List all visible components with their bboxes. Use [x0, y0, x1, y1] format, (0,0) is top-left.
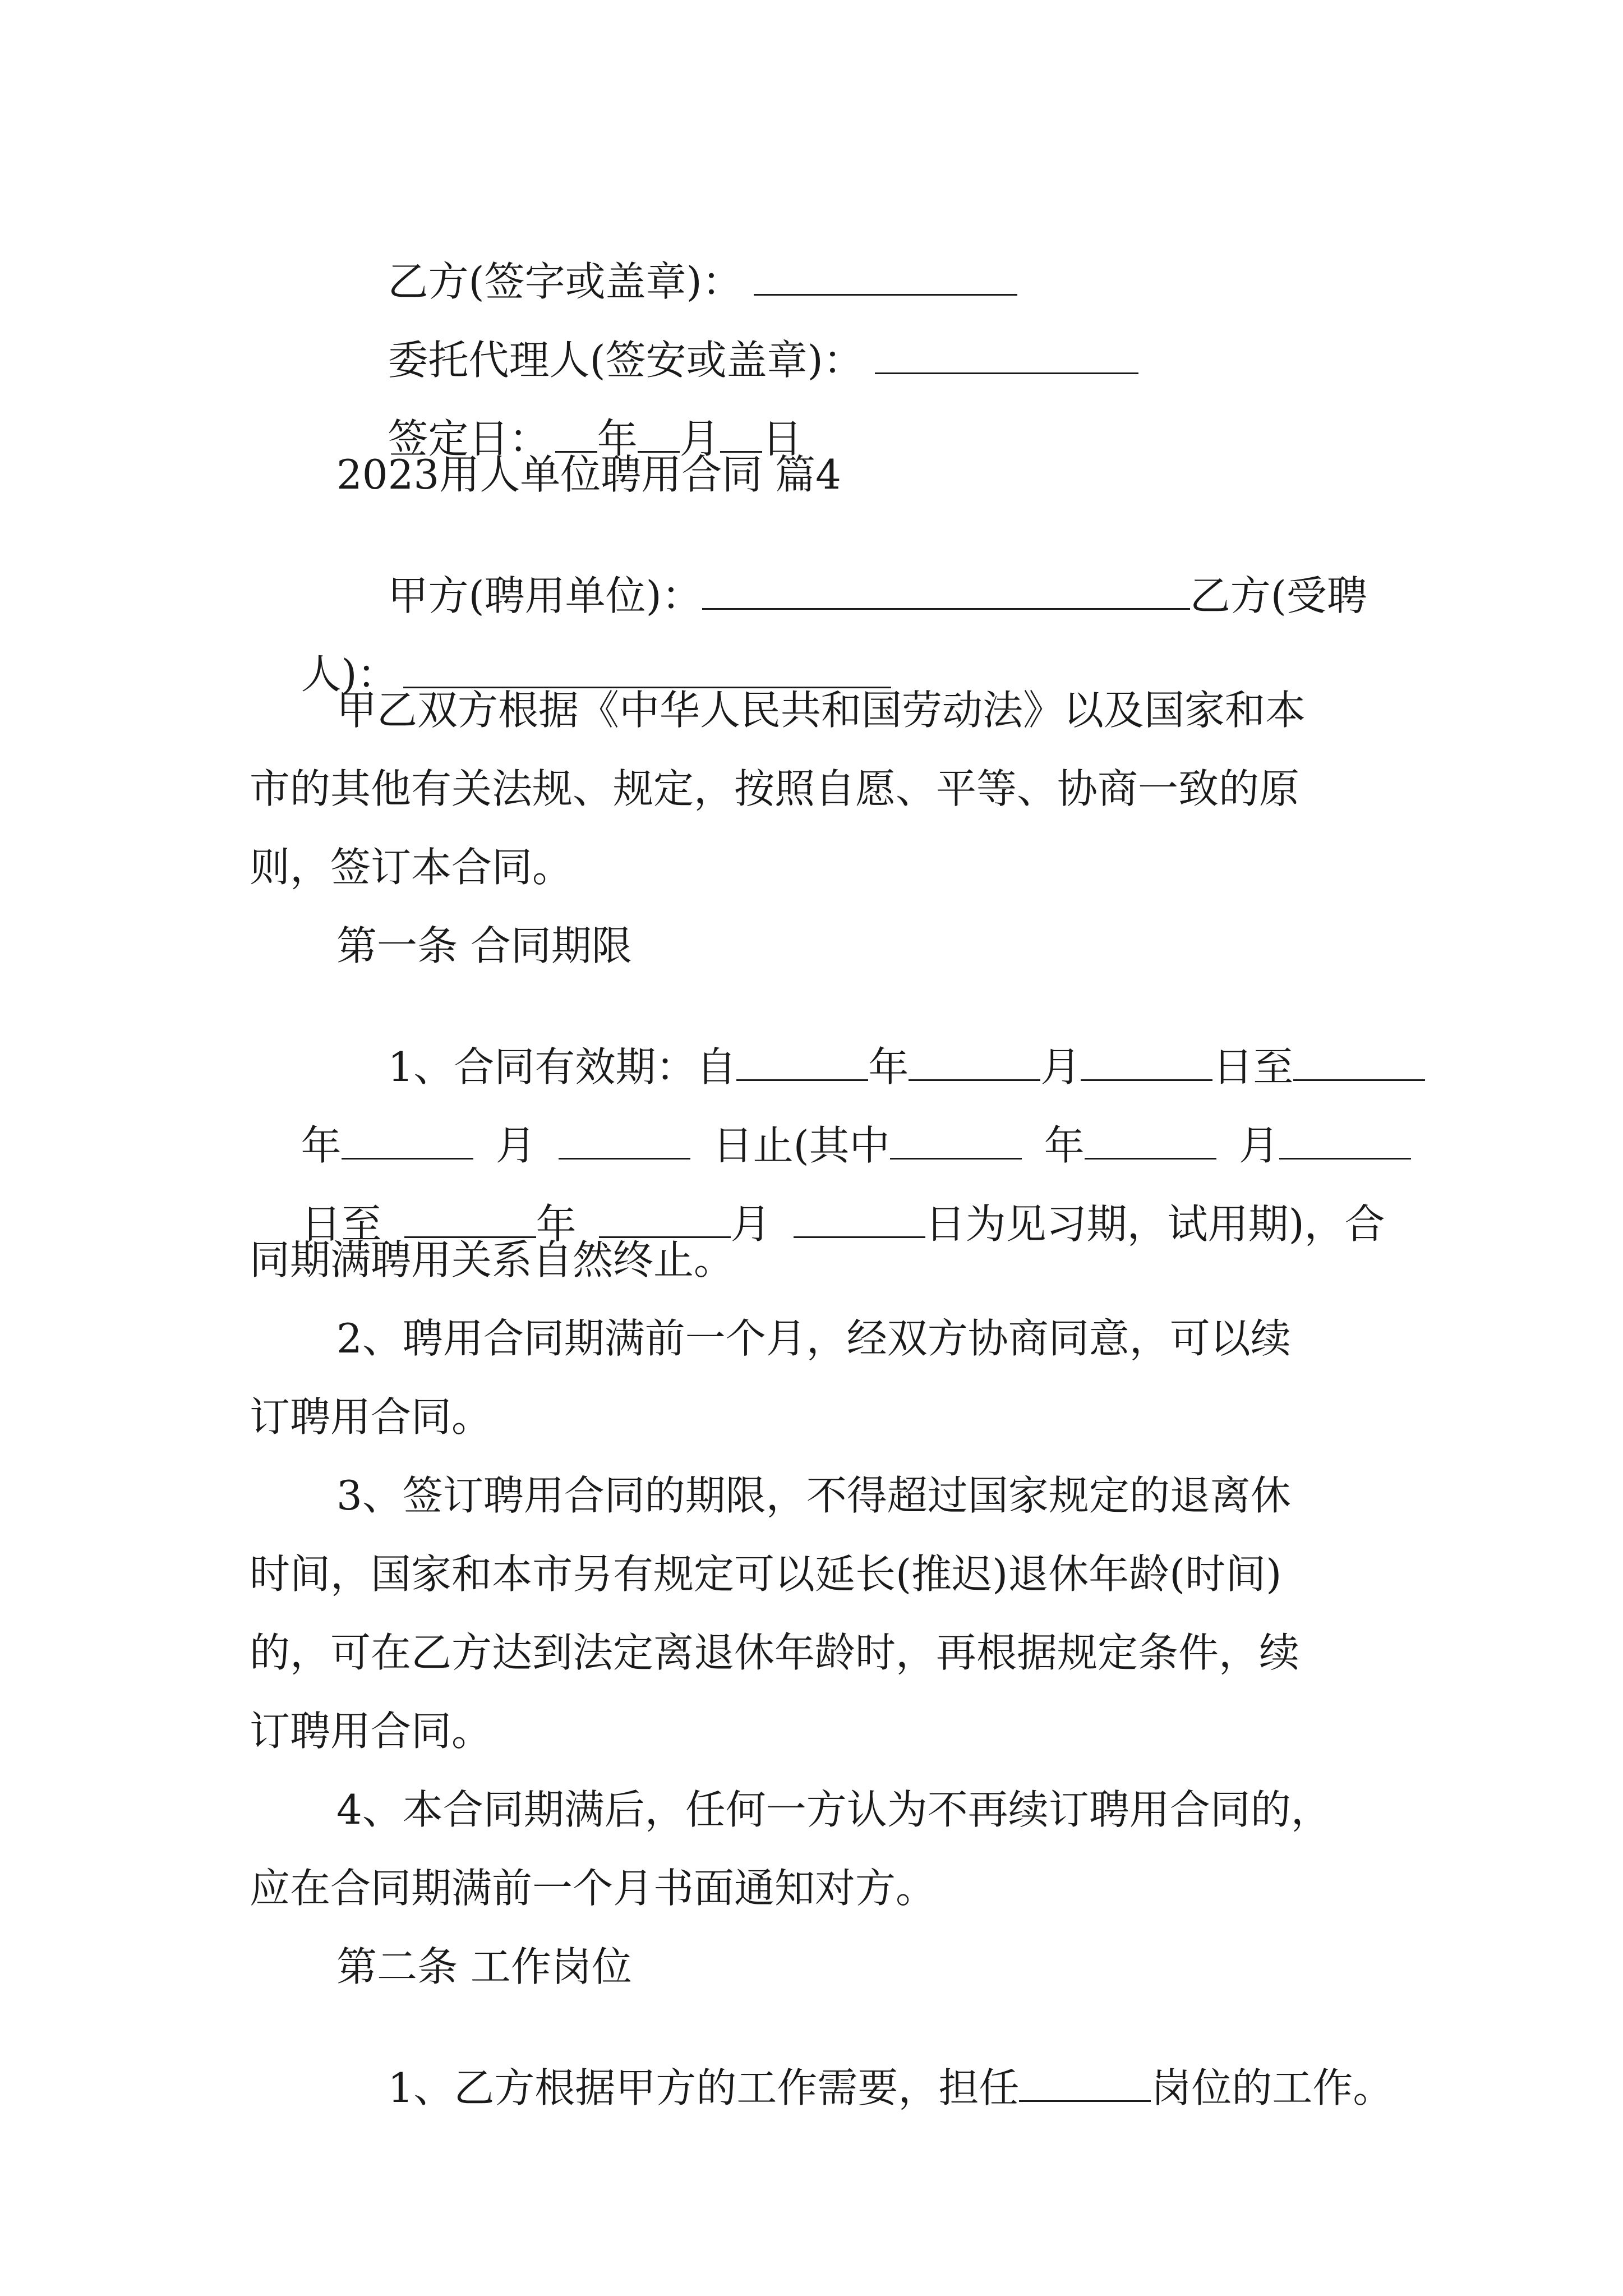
intro-line-3: 则，签订本合同。 — [250, 844, 573, 891]
article-1-item-3-line-1: 3、签订聘用合同的期限，不得超过国家规定的退离休 — [336, 1472, 1291, 1519]
probation-end-month-label: 月 — [730, 1200, 771, 1248]
party-b-label-end: 人)： — [301, 651, 398, 698]
start-day-blank — [1081, 1045, 1212, 1081]
article-1-item-2-line-2: 订聘用合同。 — [250, 1393, 492, 1441]
position-blank — [1019, 2065, 1151, 2102]
start-month-blank — [909, 1045, 1040, 1081]
sign-date-label: 签定日： — [388, 415, 550, 462]
probation-start-day-blank — [1279, 1123, 1411, 1159]
agent-signature-label: 委托代理人(签安或盖章)： — [388, 337, 864, 384]
party-b-signature-blank — [754, 259, 1017, 296]
article-1-item-1-line-4: 同期满聘用关系自然终止。 — [250, 1236, 735, 1283]
article-1-item-4-line-1: 4、本合同期满后，任何一方认为不再续订聘用合同的， — [336, 1786, 1331, 1833]
end-day-label: 日止(其中 — [712, 1122, 890, 1169]
party-b-blank — [403, 652, 891, 688]
party-a-blank — [702, 573, 1190, 610]
probation-end-day-blank — [794, 1202, 925, 1238]
party-a-label: 甲方(聘用单位)： — [388, 572, 702, 619]
month-label: 月 — [679, 415, 720, 462]
probation-end-year-label: 年 — [536, 1200, 577, 1248]
probation-end-month-blank — [599, 1202, 731, 1238]
start-year-label: 年 — [868, 1043, 909, 1091]
probation-day-to-label: 日至 — [301, 1200, 382, 1248]
article-2-item-1-before: 1、乙方根据甲方的工作需要，担任 — [388, 2064, 1020, 2111]
intro-line-1: 甲乙双方根据《中华人民共和国劳动法》以及国家和本 — [336, 687, 1306, 734]
party-b-signature-label: 乙方(签字或盖章)： — [388, 258, 743, 305]
probation-start-month-blank — [1085, 1123, 1216, 1159]
agent-signature-blank — [875, 338, 1138, 374]
year-blank — [555, 416, 597, 453]
probation-start-year-label: 年 — [1044, 1122, 1085, 1169]
start-year-blank — [736, 1045, 868, 1081]
month-blank — [638, 416, 680, 453]
article-1-item-3-line-4: 订聘用合同。 — [250, 1708, 492, 1755]
day-label: 日 — [762, 415, 803, 462]
end-year-label: 年 — [301, 1122, 342, 1169]
article-2-item-1-after: 岗位的工作。 — [1151, 2064, 1394, 2111]
article-1-title: 第一条 合同期限 — [336, 922, 632, 969]
end-day-blank — [559, 1123, 690, 1159]
probation-start-year-blank — [890, 1123, 1022, 1159]
intro-line-2: 市的其他有关法规、规定，按照自愿、平等、协商一致的原 — [250, 765, 1300, 812]
day-blank — [720, 416, 762, 453]
contract-heading: 2023用人单位聘用合同 篇4 — [336, 451, 841, 498]
end-month-label: 月 — [495, 1122, 536, 1169]
validity-prefix: 1、合同有效期：自 — [388, 1043, 737, 1091]
probation-end-year-blank — [404, 1202, 536, 1238]
end-month-blank — [342, 1123, 473, 1159]
probation-start-month-label: 月 — [1238, 1122, 1279, 1169]
article-1-item-2-line-1: 2、聘用合同期满前一个月，经双方协商同意，可以续 — [336, 1315, 1291, 1362]
end-year-blank — [1293, 1045, 1425, 1081]
article-1-item-3-line-3: 的，可在乙方达到法定离退休年龄时，再根据规定条件，续 — [250, 1629, 1300, 1676]
year-label: 年 — [597, 415, 638, 462]
article-1-item-4-line-2: 应在合同期满前一个月书面通知对方。 — [250, 1865, 937, 1912]
start-month-label: 月 — [1040, 1043, 1081, 1091]
article-2-item-1 — [336, 2025, 1393, 2148]
article-1-item-3-line-2: 时间，国家和本市另有规定可以延长(推迟)退休年龄(时间) — [250, 1550, 1282, 1598]
article-2-title: 第二条 工作岗位 — [336, 1943, 632, 1990]
party-b-label-start: 乙方(受聘 — [1189, 572, 1367, 619]
start-day-label: 日至 — [1212, 1043, 1294, 1091]
probation-tail: 日为见习期，试用期)，合 — [925, 1200, 1385, 1248]
